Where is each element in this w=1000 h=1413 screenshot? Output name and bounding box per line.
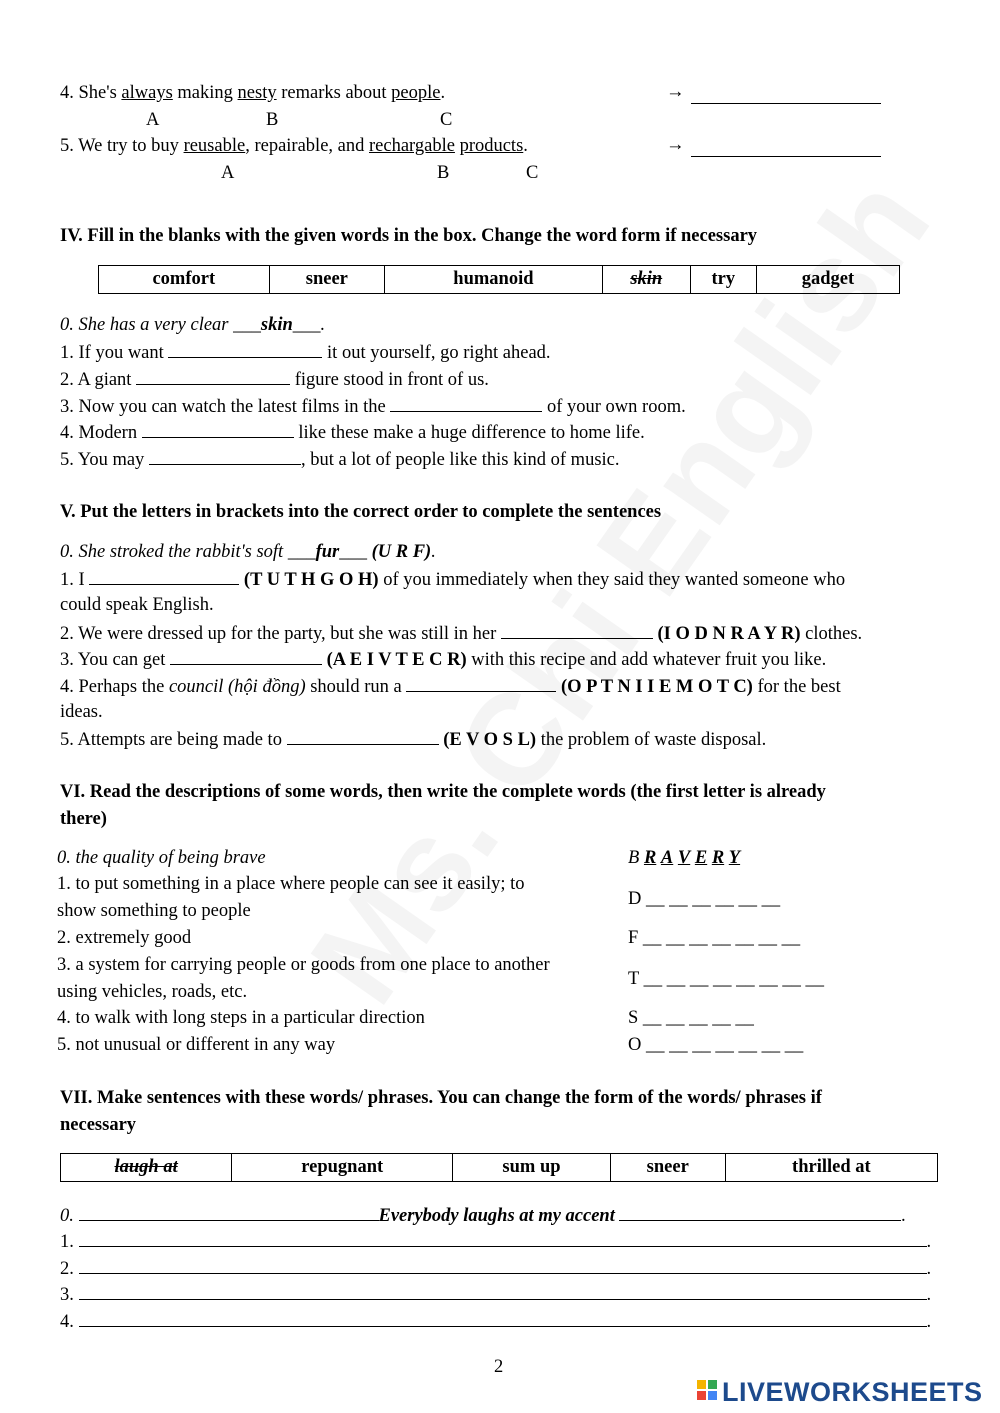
s5-q2: 2. We were dressed up for the party, but she was still in her (I O D N R A Y R) clothes. <box>60 624 863 644</box>
s4-item-5: 5. You may , but a lot of people like this kind of music. <box>60 450 620 470</box>
s6-item-2-desc: 2. extremely good <box>57 928 192 948</box>
s4-item-4-input[interactable] <box>142 421 294 438</box>
s4-word: humanoid <box>385 266 603 294</box>
s4-title: IV. Fill in the blanks with the given words in the box. Change the word form if necessary <box>60 226 758 246</box>
s6-item-4-answer[interactable]: S __ __ __ __ __ <box>628 1008 754 1028</box>
s3-q4-letter-a: A <box>146 110 160 130</box>
s3-q4-arrow: → <box>666 82 685 102</box>
s3-q5-arrow: → <box>666 135 685 155</box>
s3-q5-letter-c: C <box>526 163 539 183</box>
s4-item-1-input[interactable] <box>168 341 322 358</box>
page-number: 2 <box>494 1357 504 1377</box>
s5-q1: 1. I (T U T H G O H) of you immediately when they said they wanted someone who <box>60 570 846 590</box>
s6-title-line-1: VI. Read the descriptions of some words, then write the complete words (the first letter is already <box>60 782 826 802</box>
s4-word-used: skin <box>602 266 690 294</box>
s3-q5: 5. We try to buy reusable, repairable, and rechargable products. <box>60 136 528 156</box>
s5-q1-input[interactable] <box>89 568 239 585</box>
s7-line-4: 4. . <box>60 1312 932 1332</box>
s5-q2-input[interactable] <box>501 622 653 639</box>
s7-example: 0. Everybody laughs at my accent . <box>60 1206 907 1226</box>
s5-q4-input[interactable] <box>406 675 556 692</box>
s4-word: gadget <box>756 266 899 294</box>
s6-item-3-answer[interactable]: T __ __ __ __ __ __ __ __ <box>628 969 824 989</box>
s5-title: V. Put the letters in brackets into the correct order to complete the sentences <box>60 502 662 522</box>
s5-q1-cont: could speak English. <box>60 595 214 615</box>
s7-title-line-2: necessary <box>60 1115 137 1135</box>
s4-item-2-input[interactable] <box>136 368 290 385</box>
s6-item-1-desc-cont: show something to people <box>57 901 251 921</box>
s4-word-box <box>98 265 900 294</box>
s7-line-2: 2. . <box>60 1259 932 1279</box>
s7-word: repugnant <box>232 1154 453 1182</box>
s3-q4-letter-b: B <box>266 110 279 130</box>
s3-q4-answer-input[interactable] <box>691 87 881 104</box>
s6-item-3-desc: 3. a system for carrying people or goods from one place to another <box>57 955 550 975</box>
s7-line-1-input[interactable] <box>79 1230 927 1247</box>
s6-item-5-desc: 5. not unusual or different in any way <box>57 1035 336 1055</box>
s4-item-5-input[interactable] <box>149 448 301 465</box>
s4-item-3: 3. Now you can watch the latest films in the of your own room. <box>60 397 686 417</box>
s7-word-used: laugh at <box>61 1154 232 1182</box>
liveworksheets-logo <box>697 1377 983 1408</box>
s7-word: sneer <box>610 1154 725 1182</box>
s6-item-1-answer[interactable]: D __ __ __ __ __ __ <box>628 889 781 909</box>
s7-line-3-input[interactable] <box>79 1283 927 1300</box>
s7-line-1: 1. . <box>60 1232 932 1252</box>
s4-item-1: 1. If you want it out yourself, go right ahead. <box>60 343 551 363</box>
s5-q4: 4. Perhaps the council (hội đồng) should run a (O P T N I I E M O T C) for the best <box>60 677 841 697</box>
s4-example: 0. She has a very clear ___skin___. <box>60 315 326 335</box>
s7-word-box <box>60 1153 938 1182</box>
s7-line-4-input[interactable] <box>79 1310 927 1327</box>
s5-q3-input[interactable] <box>170 648 322 665</box>
s6-item-3-desc-cont: using vehicles, roads, etc. <box>57 982 248 1002</box>
s6-example-desc: 0. the quality of being brave <box>57 848 266 868</box>
s7-line-2-input[interactable] <box>79 1257 927 1274</box>
s6-item-1-desc: 1. to put something in a place where people can see it easily; to <box>57 874 525 894</box>
s4-word: try <box>690 266 756 294</box>
s7-word: sum up <box>453 1154 611 1182</box>
s3-q5-letter-a: A <box>221 163 235 183</box>
s5-q4-cont: ideas. <box>60 702 103 722</box>
s6-item-4-desc: 4. to walk with long steps in a particular direction <box>57 1008 425 1028</box>
s4-item-3-input[interactable] <box>390 395 542 412</box>
s3-q5-answer-input[interactable] <box>691 140 881 157</box>
s6-example-answer: B R A V E R Y <box>628 848 741 868</box>
s5-q5: 5. Attempts are being made to (E V O S L) the problem of waste disposal. <box>60 730 767 750</box>
s7-line-3: 3. . <box>60 1285 932 1305</box>
s6-item-5-answer[interactable]: O __ __ __ __ __ __ __ <box>628 1035 804 1055</box>
s5-q3: 3. You can get (A E I V T E C R) with this recipe and add whatever fruit you like. <box>60 650 827 670</box>
s3-q4: 4. She's always making nesty remarks about people. <box>60 83 446 103</box>
s3-q4-letter-c: C <box>440 110 453 130</box>
s4-item-4: 4. Modern like these make a huge difference to home life. <box>60 423 645 443</box>
s7-word: thrilled at <box>725 1154 937 1182</box>
s7-title-line-1: VII. Make sentences with these words/ phrases. You can change the form of the words/ phrases if <box>60 1088 822 1108</box>
s3-q5-letter-b: B <box>437 163 450 183</box>
s5-q5-input[interactable] <box>287 728 439 745</box>
liveworksheets-logo-icon <box>697 1380 719 1406</box>
s4-word: comfort <box>99 266 270 294</box>
liveworksheets-logo-text: LIVEWORKSHEETS <box>722 1377 983 1407</box>
s6-title-line-2: there) <box>60 809 107 829</box>
s6-item-2-answer[interactable]: F __ __ __ __ __ __ __ <box>628 928 801 948</box>
s5-example: 0. She stroked the rabbit's soft ___fur___ (U R F). <box>60 542 436 562</box>
s4-item-2: 2. A giant figure stood in front of us. <box>60 370 489 390</box>
s4-word: sneer <box>269 266 385 294</box>
